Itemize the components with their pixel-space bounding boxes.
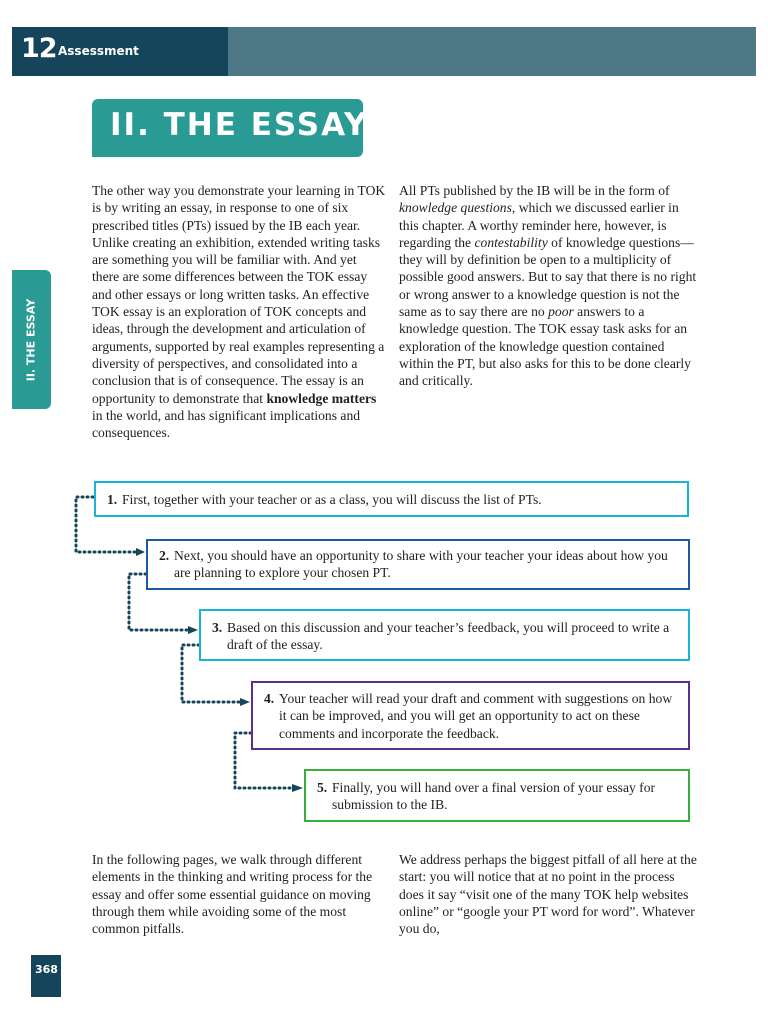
connector-arrow-3 [188, 626, 198, 634]
outro-left-column [92, 851, 387, 937]
intro-right-text-4: answers to a knowledge question. The TOK essay task asks for an exploration of the knowledge question contained within the PT, but also asks for this to be done clearly and critically. [399, 304, 691, 389]
side-tab-label: II. THE ESSAY [24, 298, 38, 382]
chapter-number: 12 [21, 33, 57, 64]
intro-left-paragraph [92, 182, 387, 441]
step-3-box [199, 609, 690, 661]
intro-right-italic-3: poor [548, 304, 574, 320]
outro-left-paragraph: In the following pages, we walk through different elements in the thinking and writing process for the essay and offer some essential guidance on moving through them while avoiding some of the most common pitfalls. [92, 852, 373, 937]
step-5-box [304, 769, 690, 822]
connector-arrow-2 [136, 548, 145, 556]
section-title-box [92, 99, 369, 157]
step-3-number: 3. [212, 620, 223, 635]
connector-arrow-5 [292, 784, 303, 792]
step-5-number: 5. [317, 780, 328, 795]
step-1-box [94, 481, 689, 517]
intro-left-text-1: The other way you demonstrate your learning in TOK is by writing an essay, in response to one of six prescribed titles (PTs) issued by the IB each year. Unlike creating an exhibition, extended writing tasks are something you will be familiar with. And yet there are some differences between the TOK essay and other essays or long written tasks. An effective TOK essay is an exploration of TOK concepts and ideas, through the development and articulation of arguments, supported by real examples representing a diversity of perspectives, and consolidated into a conclusion that is of consequence. The essay is an opportunity to demonstrate that [92, 183, 386, 406]
outro-right-column [399, 851, 699, 937]
step-2-number: 2. [159, 548, 170, 563]
step-4-number: 4. [264, 691, 275, 706]
section-title: II. THE ESSAY [110, 107, 369, 143]
section-side-tab [12, 270, 51, 409]
intro-right-text-3: of knowledge questions—they will by definition be open to a multiplicity of possible good answers. But to say that there is no right or wrong answer to a knowledge question is not the same as to say there are no [399, 234, 697, 320]
intro-left-text-2: in the world, and has significant implications and consequences. [92, 407, 361, 441]
intro-left-column [92, 182, 387, 441]
step-5-text: Finally, you will hand over a final version of your essay for submission to the IB. [332, 780, 656, 813]
chapter-header-block [12, 27, 228, 76]
chapter-title: Assessment [58, 44, 139, 58]
intro-right-column [399, 182, 699, 390]
intro-right-text-2: , which we discussed earlier in this chapter. A worthy reminder here, however, is regarding the [399, 200, 679, 250]
step-2-text: Next, you should have an opportunity to share with your teacher your ideas about how you are planning to explore your chosen PT. [174, 548, 668, 581]
page-number: 368 [35, 963, 58, 976]
intro-right-paragraph [399, 182, 699, 390]
step-1-text: First, together with your teacher or as a class, you will discuss the list of PTs. [122, 492, 542, 507]
intro-right-italic-1: knowledge questions [399, 200, 512, 216]
step-3-text: Based on this discussion and your teacher’s feedback, you will proceed to write a draft of the essay. [227, 620, 670, 653]
intro-right-italic-2: contestability [474, 234, 548, 250]
step-1-number: 1. [107, 492, 118, 507]
chapter-header [12, 27, 756, 76]
step-4-text: Your teacher will read your draft and comment with suggestions on how it can be improved, and you will get an opportunity to act on these comments and incorporate the feedback. [279, 691, 673, 741]
step-2-box [146, 539, 690, 590]
intro-right-text-1: All PTs published by the IB will be in the form of [399, 183, 670, 198]
intro-left-bold: knowledge matters [266, 390, 377, 406]
step-4-box [251, 681, 690, 750]
connector-arrow-4 [240, 698, 250, 706]
outro-right-paragraph: We address perhaps the biggest pitfall of all here at the start: you will notice that at no point in the process does it say “visit one of the many TOK help websites online” or “google your PT word for word”. Whatever you do, [399, 852, 697, 937]
page-number-block [31, 955, 61, 997]
